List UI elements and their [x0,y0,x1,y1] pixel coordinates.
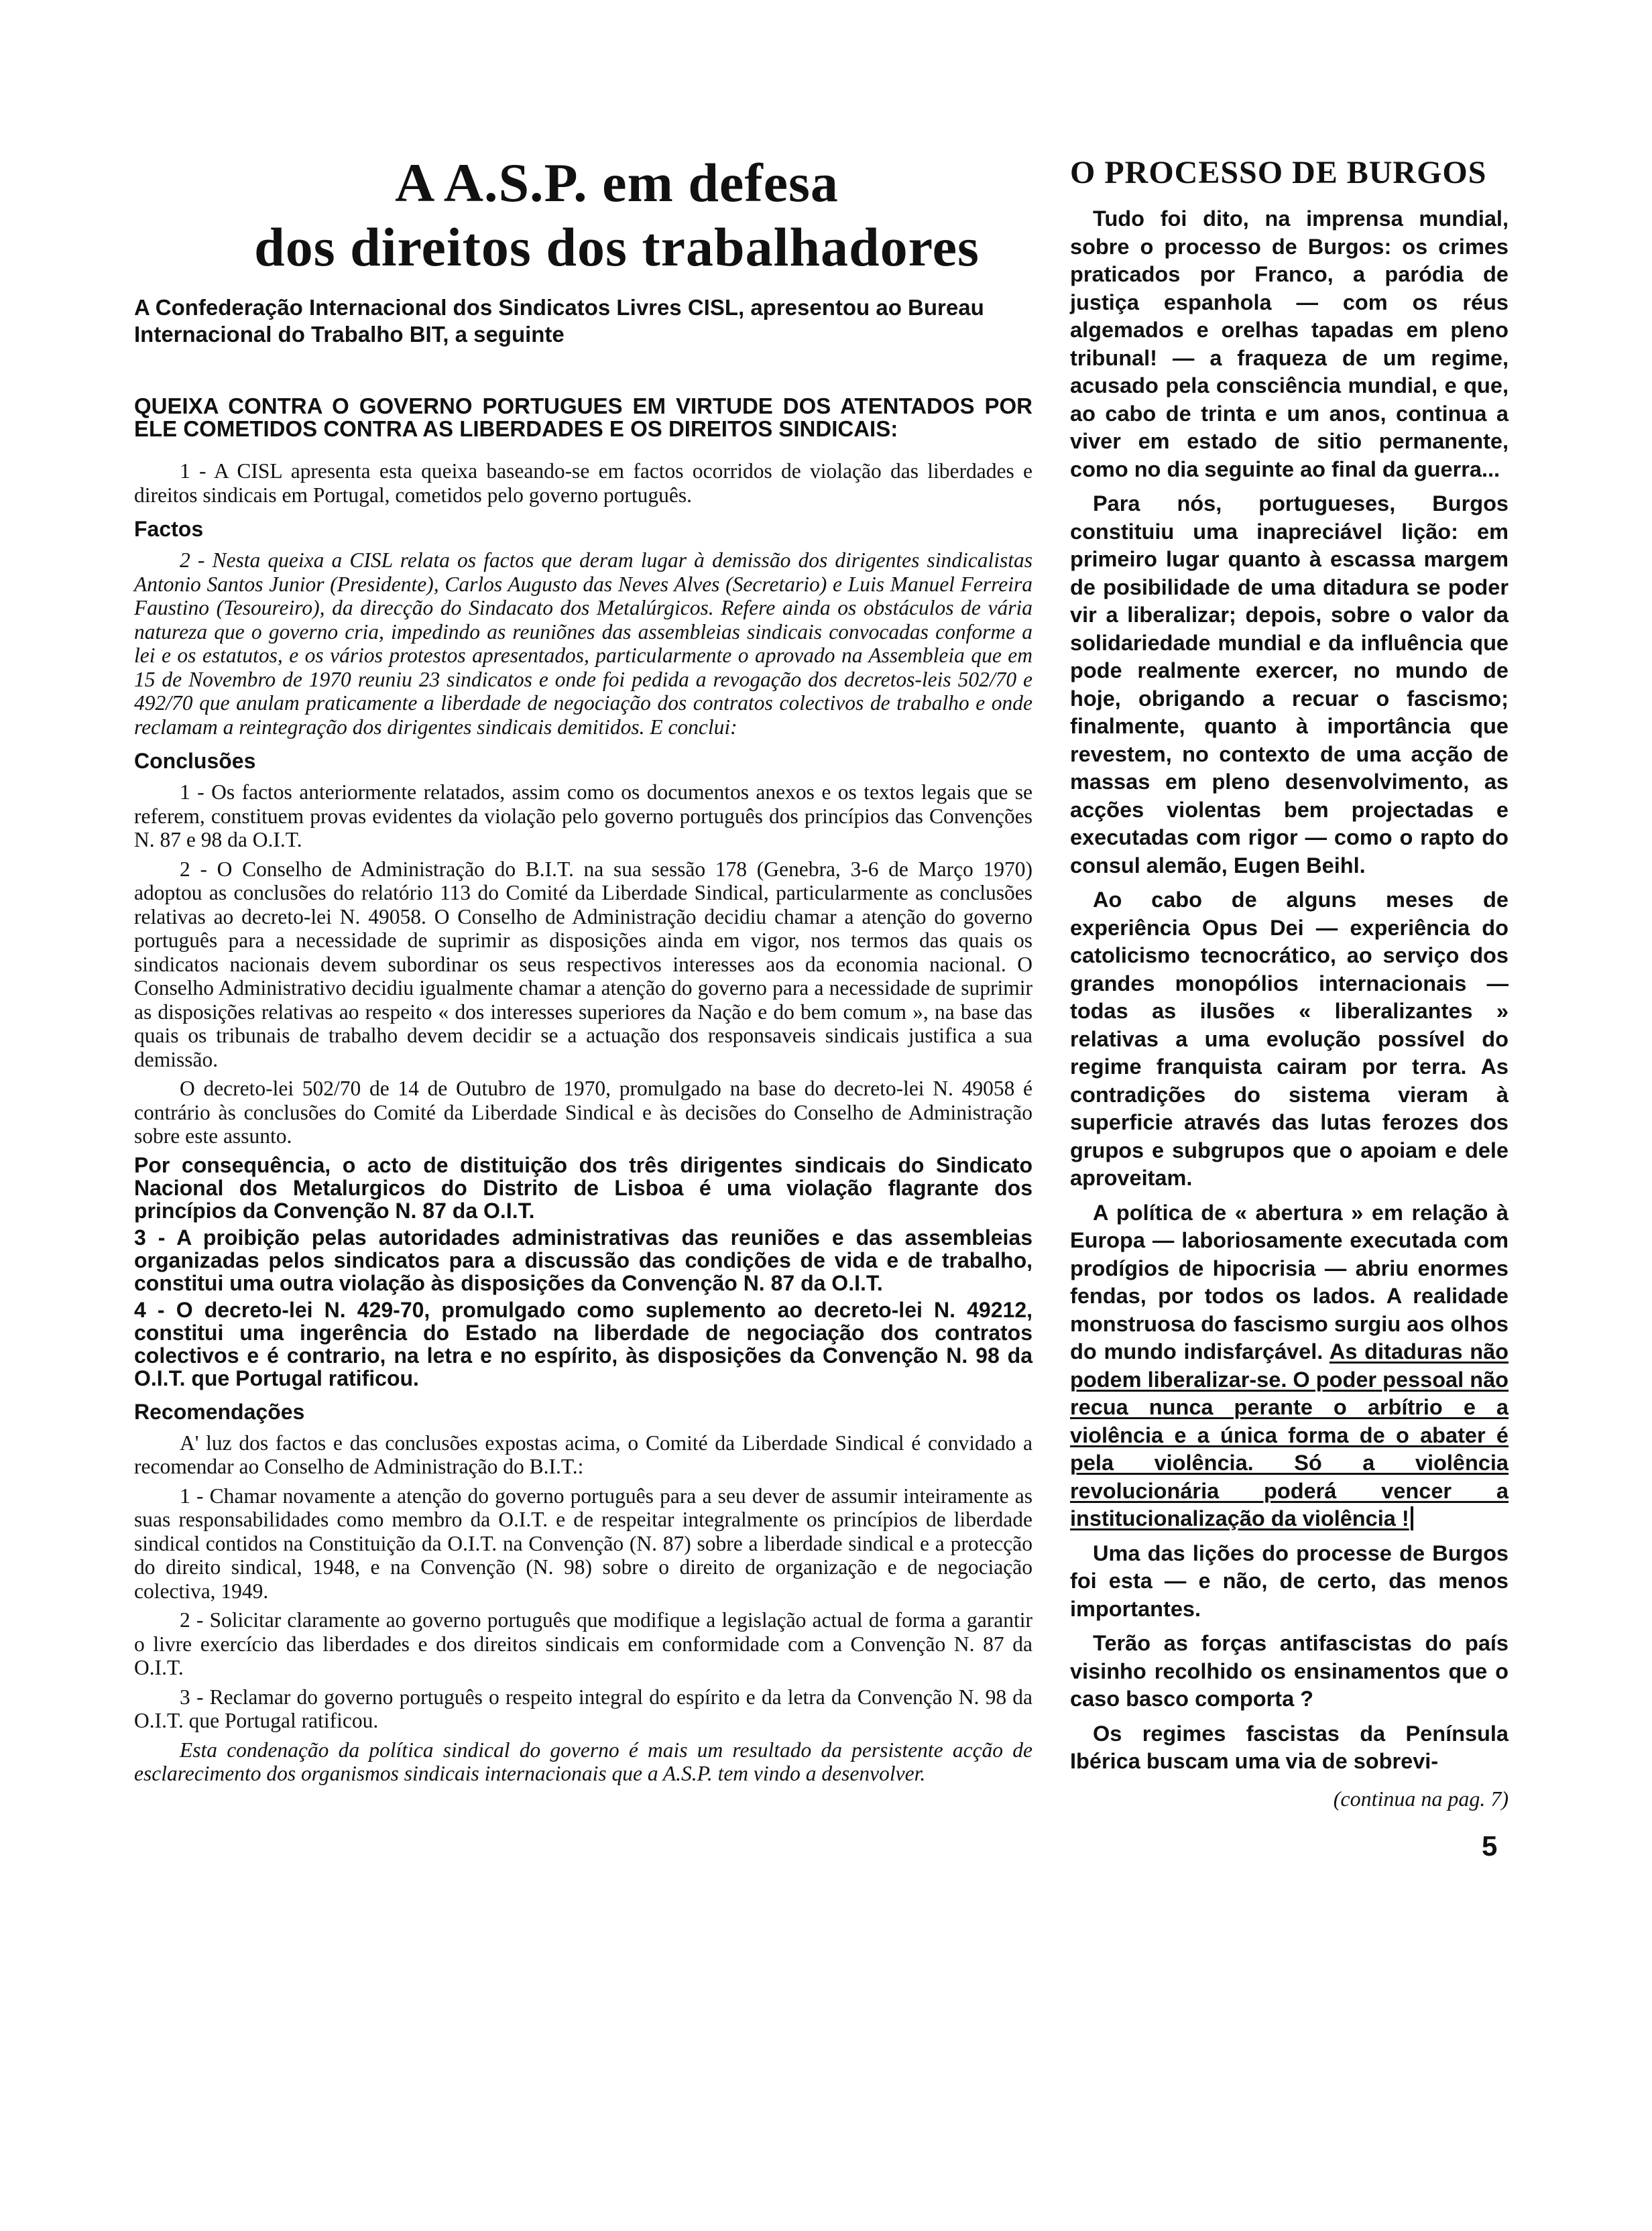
section-heading-conclusoes: Conclusões [134,749,256,773]
sidebar-paragraph-7: Os regimes fascistas da Península Ibérica buscam uma via de sobrevi- [1070,1721,1509,1773]
paragraph-2: 2 - Nesta queixa a CISL relata os factos que deram lugar à demissão dos dirigentes sindicalistas Antonio Santos Junior (Presidente), Carlos Augusto das Neves Alves (Secretario) e Luis Manuel Ferreira Faustino (Tesoureiro), da direcção do Sindacato dos Metalúrgicos. Refere ainda os obstáculos de vária natureza que o governo cria, impedindo as reuniõnes das assembleias sindicais convocadas conforme a lei e os estatutos, e os vários protestos apresentados, particularmente o aprovado na Assembleia que em 15 de Novembro de 1970 reuniu 23 sindicatos e onde foi pedida a revogação dos decretos-leis 502/70 e 492/70 que anulam praticamente a liberdade de negociação dos contratos colectivos de trabalho e onde reclamam a reintegração dos dirigentes sindicais demitidos. E conclui: [134,548,1032,739]
article-title-line-1: A A.S.P. em defesa [395,152,839,213]
article-title-line-2: dos direitos dos trabalhadores [254,217,980,278]
section-heading-recomendacoes: Recomendações [134,1399,305,1424]
recommendation-intro: A' luz dos factos e das conclusões expostas acima, o Comité da Liberdade Sindical é convidado a recomendar ao Conselho de Administração do B.I.T.: [134,1431,1032,1478]
recommendation-3: 3 - Reclamar do governo português o respeito integral do espírito e da letra da Convenção N. 98 da O.I.T. que Portugal ratificou. [134,1685,1032,1732]
recommendation-2: 2 - Solicitar claramente ao governo português que modifique a legislação actual de forma a garantir o livre exercício das liberdades e dos direitos sindicais em conformidade com a Convenção N. 87 da O.I.T. [134,1608,1032,1679]
section-heading-factos: Factos [134,517,204,541]
page-number: 5 [1482,1830,1498,1862]
conclusion-bold-2: 3 - A proibição pelas autoridades administrativas das reuniões e das assembleias organizadas pelos sindicatos para a discussão das condições de vida e de trabalho, constitui uma outra violação às disposições da Convenção N. 87 da O.I.T. [134,1225,1032,1295]
conclusion-2: 2 - O Conselho de Administração do B.I.T. na sua sessão 178 (Genebra, 3-6 de Março 1970) adoptou as conclusões do relatório 113 do Comité da Liberdade Sindical, particularmente as conclusões relativas ao decreto-lei N. 49058. O Conselho de Administração decidiu chamar a atenção do governo português para a necessidade de suprimir as disposições ainda em vigor, nos termos das quais os sindicatos nacionais devem subordinar os seus respectivos interesses aos da economia nacional. O Conselho Administrativo decidiu igualmente chamar a atenção do governo para a necessidade de suprimir as disposições relativas ao respeito « dos interesses superiores da Nação e do bem comum », na base das quais os tribunais de trabalho devem decidir se a actuação dos responsaveis sindicais justifica a sua demissão. [134,857,1032,1071]
conclusion-1: 1 - Os factos anteriormente relatados, assim como os documentos anexos e os textos legais que se referem, constituem provas evidentes da violação pelo governo português dos princípios das Convenções N. 87 e 98 da O.I.T. [134,780,1032,851]
sidebar-paragraph-4-text: A política de « abertura » em relação à Europa — laboriosamente executada com prodígios de hipocrisia — abriu enormes fendas, por todos os lados. A realidade monstruosa do fascismo surgiu aos olhos do mundo indisfarçável. [1070,1200,1509,1364]
sidebar-article [1070,153,1509,1812]
complaint-heading: QUEIXA CONTRA O GOVERNO PORTUGUES EM VIRTUDE DOS ATENTADOS POR ELE COMETIDOS CONTRA AS LIBERDADES E OS DIREITOS SINDICAIS: [134,394,1032,441]
sidebar-paragraph-4 [1070,1199,1509,1533]
sidebar-title: O PROCESSO DE BURGOS [1070,155,1487,190]
main-article [134,151,1032,1791]
paragraph-1: 1 - A CISL apresenta esta queixa baseando-se em factos ocorridos de violação das liberdades e direitos sindicais em Portugal, cometidos pelo governo português. [134,459,1032,507]
underlined-passage: As ditaduras não podem liberalizar-se. O poder pessoal não recua nunca perante o arbítrio e a violência e a única forma de o abater é pela violência. Só a violência revolucionária poderá vencer a institucionalização da violência ! [1070,1339,1509,1530]
closing-note: Esta condenação da política sindical do governo é mais um resultado da persistente acção de esclarecimento dos organismos sindicais internacionais que a A.S.P. tem vindo a desenvolver. [134,1738,1032,1785]
sidebar-paragraph-6: Terão as forças antifascistas do país visinho recolhido os ensinamentos que o caso basco comporta ? [1070,1631,1509,1711]
sidebar-paragraph-2: Para nós, portugueses, Burgos constituiu uma inapreciável lição: em primeiro lugar quanto à escassa margem de posibilidade de uma ditadura se poder vir a liberalizar; depois, sobre o valor da solidariedade mundial e da influência que pode realmente exercer, no mundo de hoje, obrigando a recuar o fascismo; finalmente, quanto à importância que revestem, no contexto de uma acção de massas em pleno desenvolvimento, as acções violentas bem projectadas e executadas com rigor — como o rapto do consul alemão, Eugen Beihl. [1070,491,1509,878]
conclusion-bold-1: Por consequência, o acto de distituição dos três dirigentes sindicais do Sindicato Nacional dos Metalurgicos do Distrito de Lisboa é uma violação flagrante dos princípios da Convenção N. 87 da O.I.T. [134,1152,1032,1223]
article-intro: A Confederação Internacional dos Sindicatos Livres CISL, apresentou ao Bureau Internacional do Trabalho BIT, a seguinte [134,295,984,347]
conclusion-2b: O decreto-lei 502/70 de 14 de Outubro de 1970, promulgado na base do decreto-lei N. 49058 é contrário às conclusões do Comité da Liberdade Sindical e às decisões do Conselho de Administração sobre este assunto. [134,1077,1032,1148]
sidebar-paragraph-3: Ao cabo de alguns meses de experiência Opus Dei — experiência do catolicismo tecnocrático, ao serviço dos grandes monopólios internacionais — todas as ilusões « liberalizantes » relativas a uma evolução possível do regime franquista cairam por terra. As contradições do sistema vieram à superficie através das lutas ferozes dos grupos e subgrupos que o apoiam e dele aproveitam. [1070,888,1509,1190]
recommendation-1: 1 - Chamar novamente a atenção do governo português para a seu dever de assumir inteiramente as suas responsabilidades como membro da O.I.T. e de respeitar integralmente os princípios de liberdade sindical contidos na Constituição da O.I.T. na Convenção (N. 87) sobre a liberdade sindical e a protecção do direito sindical, 1948, e na Convenção (N. 98) sobre o direito de organização e de negociação colectiva, 1949. [134,1484,1032,1603]
sidebar-paragraph-5: Uma das lições do processe de Burgos foi esta — e não, de certo, das menos importantes. [1070,1541,1509,1621]
conclusion-bold-3: 4 - O decreto-lei N. 429-70, promulgado como suplemento ao decreto-lei N. 49212, constitui uma ingerência do Estado na liberdade de negociação dos contratos colectivos e é contrario, na letra e no espírito, às disposições da Convenção N. 98 da O.I.T. que Portugal ratificou. [134,1297,1032,1390]
continued-note: (continua na pag. 7) [1333,1786,1509,1811]
article-title [201,151,1032,280]
sidebar-paragraph-1: Tudo foi dito, na imprensa mundial, sobre o processo de Burgos: os crimes praticados por Franco, a paródia de justiça espanhola — com os réus algemados e orelhas tapadas em pleno tribunal! — a fraqueza de um regime, acusado pela consciência mundial, e que, ao cabo de trinta e um anos, continua a viver em estado de sitio permanente, como no dia seguinte ao final da guerra... [1070,206,1509,481]
